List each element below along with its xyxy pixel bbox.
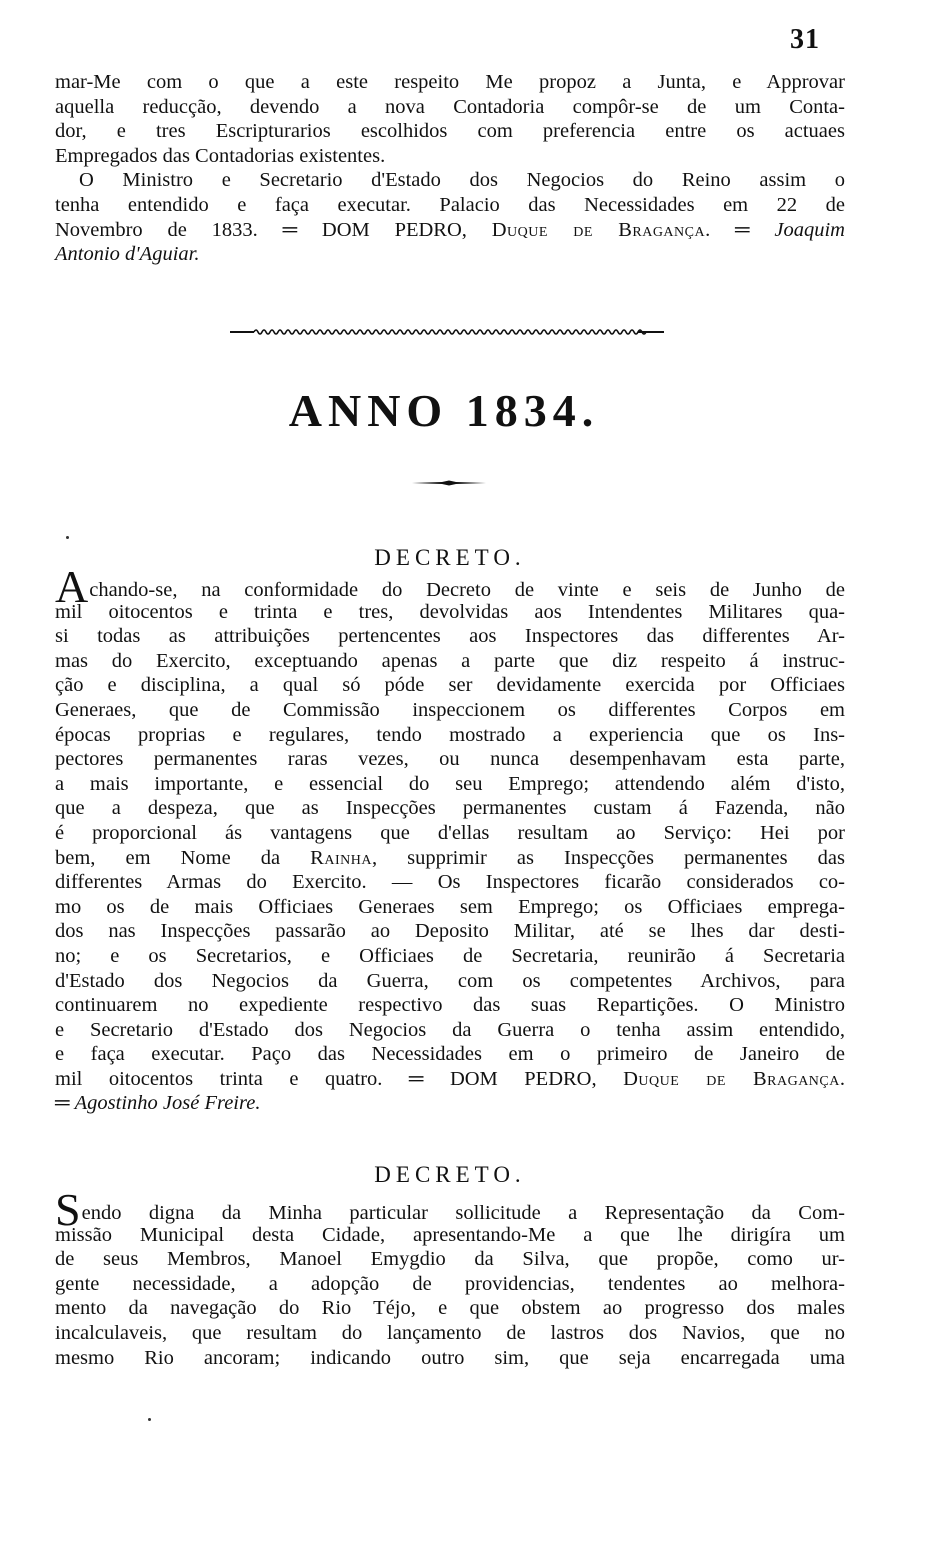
page-number: 31	[790, 24, 820, 55]
decree-body	[55, 561, 845, 1116]
drop-cap: S	[55, 1184, 81, 1235]
signatory-line	[55, 1091, 845, 1116]
print-speck	[148, 1418, 151, 1421]
text-line: ção e disciplina, a qual só póde ser devidamente exercida por Officiaes	[55, 674, 845, 697]
title-duque: Duque de Bragança	[623, 1067, 840, 1090]
ornamental-rule	[230, 326, 664, 338]
text-line: mento da navegação do Rio Téjo, e que obstem ao progresso dos males	[55, 1297, 845, 1320]
title-duque: Duque de Bragança	[491, 218, 706, 241]
text-line: Empregados das Contadorias existentes.	[55, 144, 386, 167]
text-line: dos nas Inspecções passarão ao Deposito Militar, até se lhes dar desti-	[55, 920, 845, 943]
text-line: mil oitocentos e trinta e tres, devolvidas aos Intendentes Militares qua-	[55, 600, 845, 623]
text-line: O Ministro e Secretario d'Estado dos Negocios do Reino assim o	[79, 169, 845, 192]
print-speck	[66, 536, 69, 539]
text-line: no; e os Secretarios, e Officiaes de Secretaria, reunirão á Secretaria	[55, 944, 845, 967]
text-line: differentes Armas do Exercito. — Os Inspectores ficarão considerados co-	[55, 871, 845, 894]
continuation-text-block	[55, 70, 845, 267]
text-segment: bem, em Nome da	[55, 846, 311, 869]
signature-line	[55, 1067, 845, 1092]
decree-heading: DECRETO.	[374, 545, 526, 570]
text-line: continuarem no expediente respectivo das suas Repartições. O Ministro	[55, 994, 845, 1017]
text-line: missão Municipal desta Cidade, apresentando-Me a que lhe dirigíra um	[55, 1223, 845, 1246]
text-line: incalculaveis, que resultam do lançamento de lastros dos Navios, que no	[55, 1321, 845, 1344]
text-line: e faça executar. Paço das Necessidades em o primeiro de Janeiro de	[55, 1043, 845, 1066]
text-line: de seus Membros, Manoel Emygdio da Silva, que propõe, como ur-	[55, 1248, 845, 1271]
text-line: mo os de mais Officiaes Generaes sem Emprego; os Officiaes emprega-	[55, 895, 845, 918]
signature-text: Novembro de 1833. ═ DOM PEDRO,	[55, 218, 492, 241]
decree-heading: DECRETO.	[374, 1162, 526, 1187]
first-line-text: chando-se, na conformidade do Decreto de vinte e seis de Junho de	[89, 579, 845, 601]
text-line: dor, e tres Escripturarios escolhidos com preferencia entre os actuaes	[55, 120, 845, 143]
text-line: épocas proprias e regulares, tendo mostrado a experiencia que os Ins-	[55, 723, 845, 746]
first-line-text: endo digna da Minha particular sollicitude a Representação da Com-	[81, 1202, 845, 1224]
text-line: gente necessidade, a adopção de providencias, tendentes ao melhora-	[55, 1272, 845, 1295]
signature-text: mil oitocentos trinta e quatro. ═ DOM PEDRO,	[55, 1067, 624, 1090]
text-line: é proporcional ás vantagens que d'ellas resultam ao Serviço: Hei por	[55, 821, 845, 844]
signature-separator: ═	[55, 1092, 75, 1115]
signatory-name-cont: Antonio d'Aguiar.	[55, 243, 200, 266]
short-rule	[412, 478, 486, 488]
signature-separator: . ═	[705, 218, 775, 241]
signatory-name: Agostinho José Freire.	[74, 1092, 261, 1115]
text-line	[55, 846, 845, 871]
signature-line	[55, 218, 845, 243]
text-line: si todas as attribuições pertencentes aos Inspectores das differentes Ar-	[55, 625, 845, 648]
text-line: Generaes, que de Commissão inspeccionem os differentes Corpos em	[55, 698, 845, 721]
text-line: d'Estado dos Negocios da Guerra, com os competentes Archivos, para	[55, 969, 845, 992]
title-rainha: Rainha	[310, 846, 372, 869]
text-line: mas do Exercito, exceptuando apenas a parte que diz respeito á instruc-	[55, 649, 845, 672]
year-title: ANNO 1834.	[288, 385, 600, 436]
text-line: mar-Me com o que a este respeito Me propoz a Junta, e Approvar	[55, 71, 845, 93]
signatory-name: Joaquim	[774, 218, 845, 241]
text-segment: , supprimir as Inspecções permanentes das	[371, 846, 845, 869]
text-line: e Secretario d'Estado dos Negocios da Guerra o tenha assim entendido,	[55, 1018, 845, 1041]
text-line: aquella reducção, devendo a nova Contadoria compôr-se de um Conta-	[55, 95, 845, 118]
text-line: tenha entendido e faça executar. Palacio das Necessidades em 22 de	[55, 193, 845, 216]
signature-separator: .	[839, 1067, 845, 1090]
drop-cap: A	[55, 561, 89, 612]
text-line: que a despeza, que as Inspecções permanentes custam á Fazenda, não	[55, 797, 845, 820]
text-line: pectores permanentes raras vezes, ou nunca desempenhavam esta parte,	[55, 748, 845, 771]
text-line: mesmo Rio ancoram; indicando outro sim, que seja encarregada uma	[55, 1346, 845, 1369]
decree-body	[55, 1184, 845, 1370]
text-line: a mais importante, e essencial do seu Emprego; attendendo além d'isto,	[55, 772, 845, 795]
